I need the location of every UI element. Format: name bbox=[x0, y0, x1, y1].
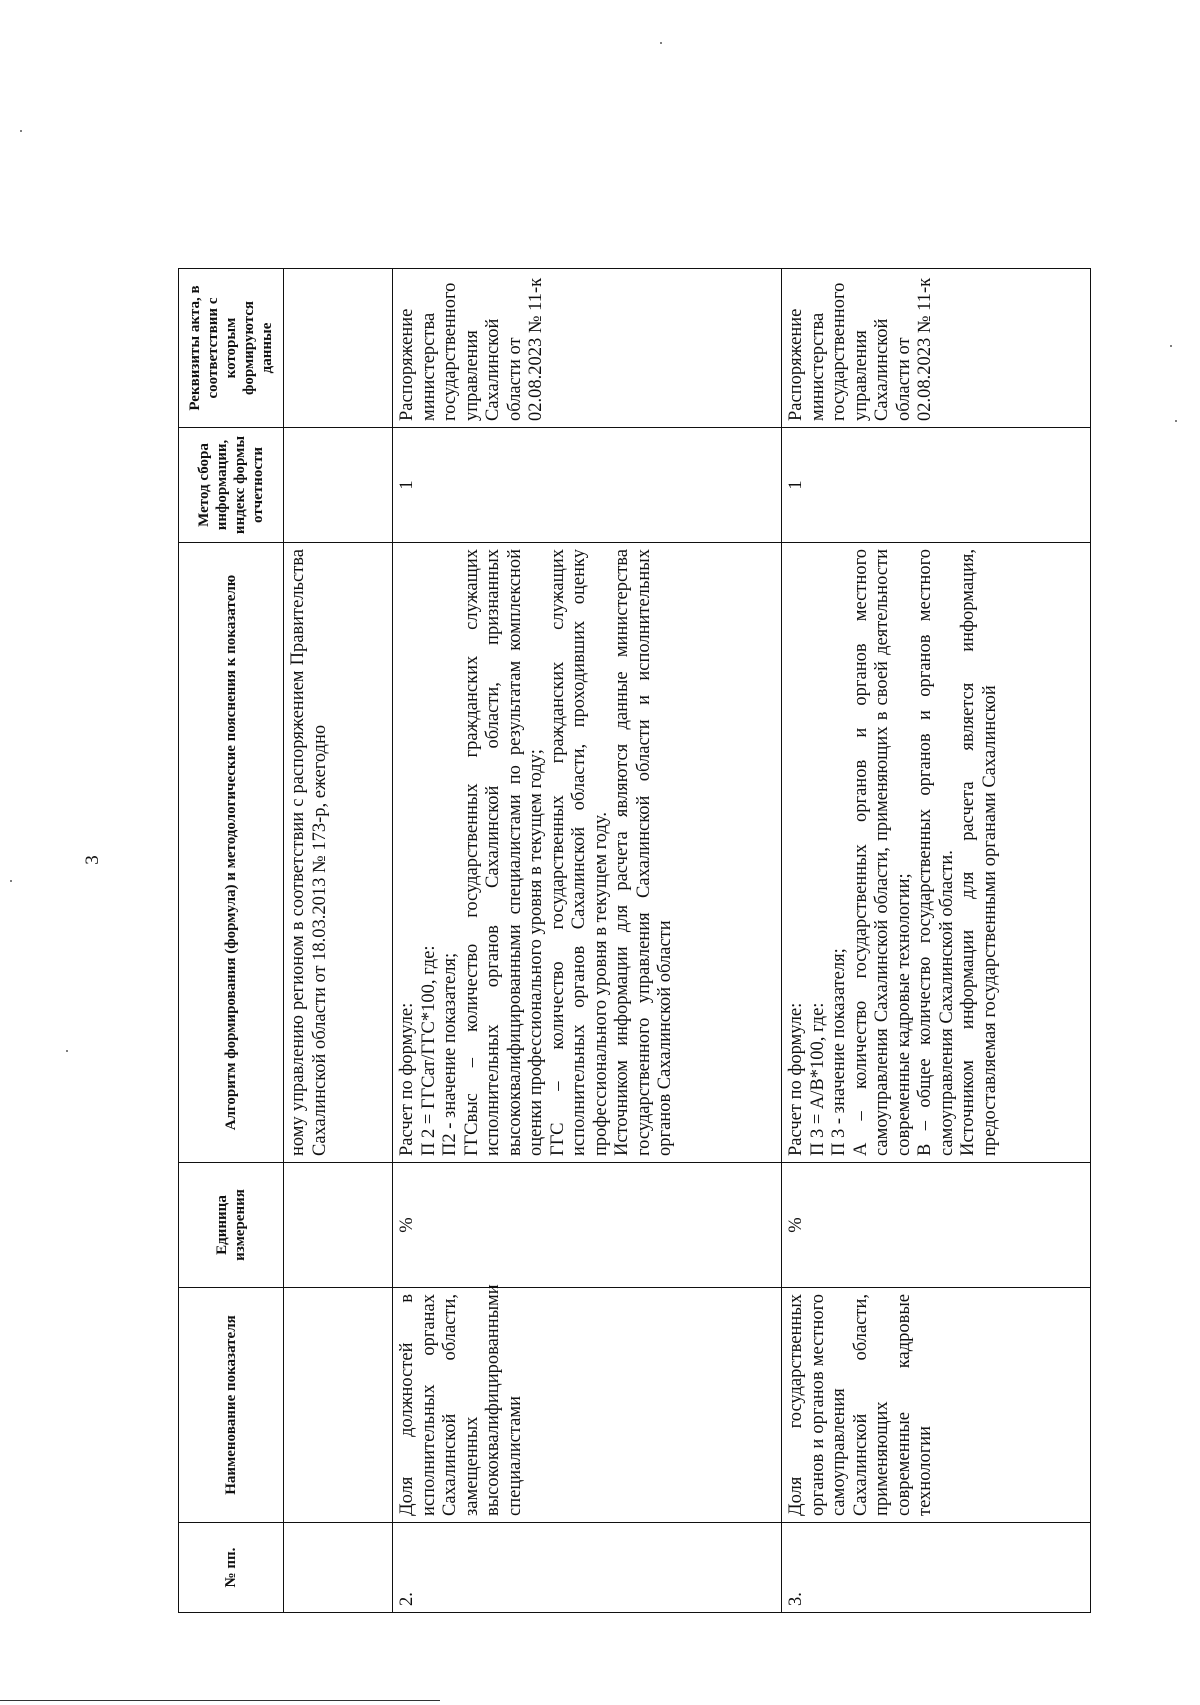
cell-method: 1 bbox=[393, 428, 782, 543]
cell-algorithm: ному управлению регионом в соответствии с распоряжением Правительства Сахалинской области от 18.03.2013 № 173-р, ежегодно bbox=[284, 543, 393, 1163]
algorithm-line: Источником информации для расчета являются данные министерства государственного управления Сахалинской области и исполнительных органов Сахалинской области bbox=[612, 549, 675, 1156]
cell-name bbox=[284, 1288, 393, 1523]
header-name: Наименование показателя bbox=[179, 1288, 284, 1523]
table-row bbox=[284, 269, 393, 1613]
algorithm-line: А – количество государственных органов и органов местного самоуправления Сахалинской области, применяющих в своей деятельности современные кадровые технологии; bbox=[850, 549, 914, 1156]
indicator-table bbox=[178, 268, 1091, 1613]
scan-speck bbox=[660, 42, 662, 44]
scan-speck bbox=[20, 130, 22, 132]
algorithm-line: П 3 = А/В*100, где: bbox=[807, 1002, 828, 1156]
cell-num: 2. bbox=[393, 1523, 782, 1613]
algorithm-line: Расчет по формуле: bbox=[397, 1002, 417, 1156]
page-number: 3 bbox=[82, 855, 103, 865]
cell-name: Доля должностей в исполнительных органах Сахалинской области, замещенных высококвалифицированными специалистами bbox=[393, 1288, 782, 1523]
header-num: № пп. bbox=[179, 1523, 284, 1613]
cell-unit bbox=[284, 1163, 393, 1288]
algorithm-line: ГГС – количество государственных гражданских служащих исполнительных органов Сахалинской области, проходивших оценку профессионального уровня в текущем году. bbox=[547, 549, 611, 1156]
table-row bbox=[393, 269, 782, 1613]
cell-num bbox=[284, 1523, 393, 1613]
scan-speck bbox=[10, 880, 12, 882]
scan-speck bbox=[1175, 420, 1177, 422]
cell-name: Доля государственных органов и органов местного самоуправления Сахалинской области, применяющих современные кадровые технологии bbox=[782, 1288, 1091, 1523]
cell-method bbox=[284, 428, 393, 543]
header-act: Реквизиты акта, в соответствии с которым формируются данные bbox=[179, 269, 284, 428]
scan-speck bbox=[1170, 345, 1172, 347]
cell-algorithm bbox=[782, 543, 1091, 1163]
table-row bbox=[782, 269, 1091, 1613]
header-unit: Единица измерения bbox=[179, 1163, 284, 1288]
rotated-content bbox=[0, 165, 1200, 1705]
cell-unit: % bbox=[782, 1163, 1091, 1288]
cell-act: Распоряжение министерства государственного управления Сахалинской области от 02.08.2023 № 11-к bbox=[393, 269, 782, 428]
header-algorithm: Алгоритм формирования (формула) и методологические пояснения к показателю bbox=[179, 543, 284, 1163]
algorithm-line: П 3 - значение показателя; bbox=[829, 948, 849, 1156]
cell-act bbox=[284, 269, 393, 428]
header-method: Метод сбора информации, индекс формы отчетности bbox=[179, 428, 284, 543]
cell-act: Распоряжение министерства государственного управления Сахалинской области от 02.08.2023 № 11-к bbox=[782, 269, 1091, 428]
cell-algorithm bbox=[393, 543, 782, 1163]
algorithm-line: П 2 = ГГСат/ГГС*100, где: bbox=[418, 945, 439, 1156]
algorithm-line: Расчет по формуле: bbox=[786, 1002, 806, 1156]
algorithm-line: П2 - значение показателя; bbox=[440, 952, 460, 1156]
algorithm-line: Источником информации для расчета является информация, предоставляемая государственными органами Сахалинской bbox=[958, 549, 1000, 1156]
algorithm-line: В – общее количество государственных органов и органов местного самоуправления Сахалинской области. bbox=[915, 549, 957, 1156]
algorithm-line: ГГСвыс – количество государственных гражданских служащих исполнительных органов Сахалинской области, признанных высококвалифицированными специалистами по результатам комплексной оценки профессионального уровня в текущем году; bbox=[461, 549, 546, 1156]
footer-rule bbox=[0, 1700, 440, 1701]
cell-method: 1 bbox=[782, 428, 1091, 543]
cell-num: 3. bbox=[782, 1523, 1091, 1613]
scan-speck bbox=[66, 1050, 68, 1052]
cell-unit: % bbox=[393, 1163, 782, 1288]
table-header-row bbox=[179, 269, 284, 1613]
